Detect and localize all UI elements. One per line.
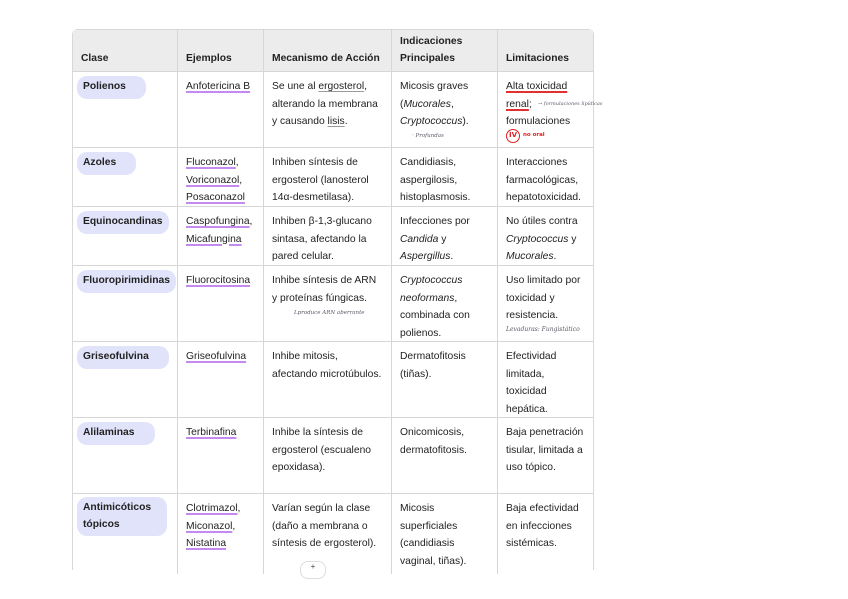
table-row: Alilaminas Terbinafina Inhibe la síntesis de ergosterol (escualeno epoxidasa). Onicomicosis, dermatofitosis. Baja penetración tisular, limitada a uso tópico. xyxy=(73,417,593,494)
class-pill-fluoropirimidinas: Fluoropirimidinas xyxy=(77,270,176,293)
class-pill-alilaminas: Alilaminas xyxy=(77,422,155,445)
handwritten-note-lipidicas: → formulaciones lipídicas xyxy=(538,101,603,107)
header-indicaciones: Indicaciones Principales xyxy=(391,30,497,71)
table-row: Fluoropirimidinas Fluorocitosina Inhibe síntesis de ARN y proteínas fúngicas. Lproduce ARN aberrante Cryptococcus neoformans, combinada con polienos. Uso limitado por toxicidad y resistencia. Levaduras: Fungistático xyxy=(73,265,593,342)
header-ejemplos: Ejemplos xyxy=(177,30,263,71)
antifungal-table xyxy=(72,29,603,570)
handwritten-note-arn: Lproduce ARN aberrante xyxy=(294,310,365,316)
header-limitaciones: Limitaciones xyxy=(497,30,593,71)
class-pill-griseofulvina: Griseofulvina xyxy=(77,346,169,369)
table-row: Polienos Anfotericina B Se une al ergosterol, alterando la membrana y causando lisis. Micosis graves (Mucorales, Cryptococcus). · Profundas Alta toxicidad renal; formulaciones → formulaciones lipídicas IV no oral xyxy=(73,71,593,148)
class-pill-equinocandinas: Equinocandinas xyxy=(77,211,169,234)
table-row: Griseofulvina Griseofulvina Inhibe mitosis, afectando microtúbulos. Dermatofitosis (tiñas). Efectividad limitada, toxicidad hepática. xyxy=(73,341,593,418)
add-row-handle[interactable]: + xyxy=(300,561,326,579)
class-pill-azoles: Azoles xyxy=(77,152,136,175)
handwritten-note-profundas: · Profundas xyxy=(412,133,444,139)
table-row: Equinocandinas Caspofungina, Micafungina Inhiben β-1,3-glucano sintasa, afectando la pared celular. Infecciones por Candida y Aspergillus. No útiles contra Cryptococcus y Mucorales. xyxy=(73,206,593,266)
table-header-row xyxy=(73,30,593,71)
class-pill-topicos: Antimicóticos tópicos xyxy=(77,497,167,536)
header-clase: Clase xyxy=(81,53,109,64)
header-mecanismo: Mecanismo de Acción xyxy=(263,30,391,71)
example-anfotericina: Anfotericina B xyxy=(186,81,251,92)
class-pill-polienos: Polienos xyxy=(77,76,146,99)
handwritten-note-fungistatico: Levaduras: Fungistático xyxy=(506,326,580,333)
table-row: Azoles Fluconazol, Voriconazol, Posaconazol Inhiben síntesis de ergosterol (lanosterol 14α-desmetilasa). Candidiasis, aspergilosis, histoplasmosis. Interacciones farmacológicas, hepatotoxicidad. xyxy=(73,147,593,207)
handwritten-iv-circle: IV xyxy=(506,129,520,143)
handwritten-note-no-oral: no oral xyxy=(523,132,545,138)
table-row: Antimicóticos tópicos Clotrimazol, Miconazol, Nistatina Varían según la clase (daño a membrana o síntesis de ergosterol). Micosis superficiales (candidiasis vaginal, tiñas). Baja efectividad en infecciones sistémicas. xyxy=(73,493,593,574)
